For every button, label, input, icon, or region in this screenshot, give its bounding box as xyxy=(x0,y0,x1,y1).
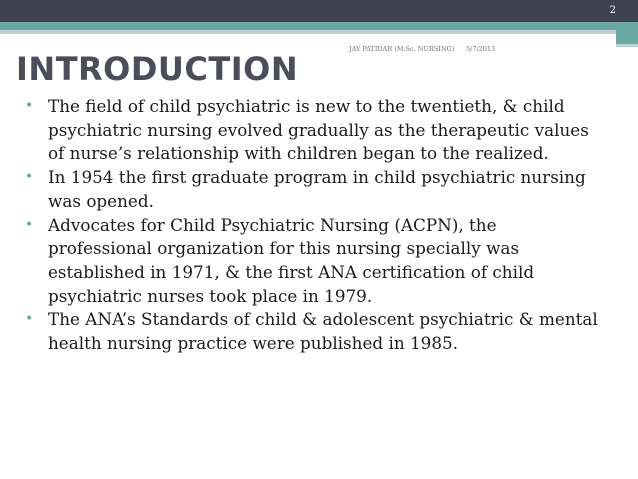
bullet-dot-icon: • xyxy=(25,98,34,114)
bullet-dot-icon: • xyxy=(25,216,34,233)
accent-stripe xyxy=(0,30,638,34)
slide-number: 2 xyxy=(609,5,616,16)
bullet-text: In 1954 the first graduate program in child psychiatric nursing was opened. xyxy=(48,167,586,211)
bullet-text: Advocates for Child Psychiatric Nursing (ACPN), the professional organization for this nursing specially was established in 1971, & the first ANA certification of child psychiatric nurses took place in 1979. xyxy=(48,214,535,306)
bullet-item xyxy=(25,308,605,355)
bullet-dot-icon: • xyxy=(25,169,34,186)
bullet-dot-icon: • xyxy=(25,311,34,328)
bullet-text: The field of child psychiatric is new to the twentieth, & child psychiatric nursing evolved gradually as the therapeutic values of nurse’s relationship with children began to the realized. xyxy=(48,96,589,164)
header-bar xyxy=(0,0,638,22)
slide-title: INTRODUCTION xyxy=(16,50,299,88)
accent-bar xyxy=(0,22,638,30)
bullet-list xyxy=(25,95,605,356)
accent-tab-shadow xyxy=(616,44,638,47)
bullet-text: The ANA’s Standards of child & adolescent psychiatric & mental health nursing practice were published in 1985. xyxy=(48,309,598,354)
footer-date: 5/7/2013 xyxy=(466,45,496,53)
accent-tab xyxy=(616,30,638,44)
bullet-item xyxy=(25,166,605,213)
bullet-item xyxy=(25,214,605,309)
bullet-item xyxy=(25,95,605,166)
footer-author: JAY PATIDAR (M.Sc. NURSING) xyxy=(349,45,455,53)
